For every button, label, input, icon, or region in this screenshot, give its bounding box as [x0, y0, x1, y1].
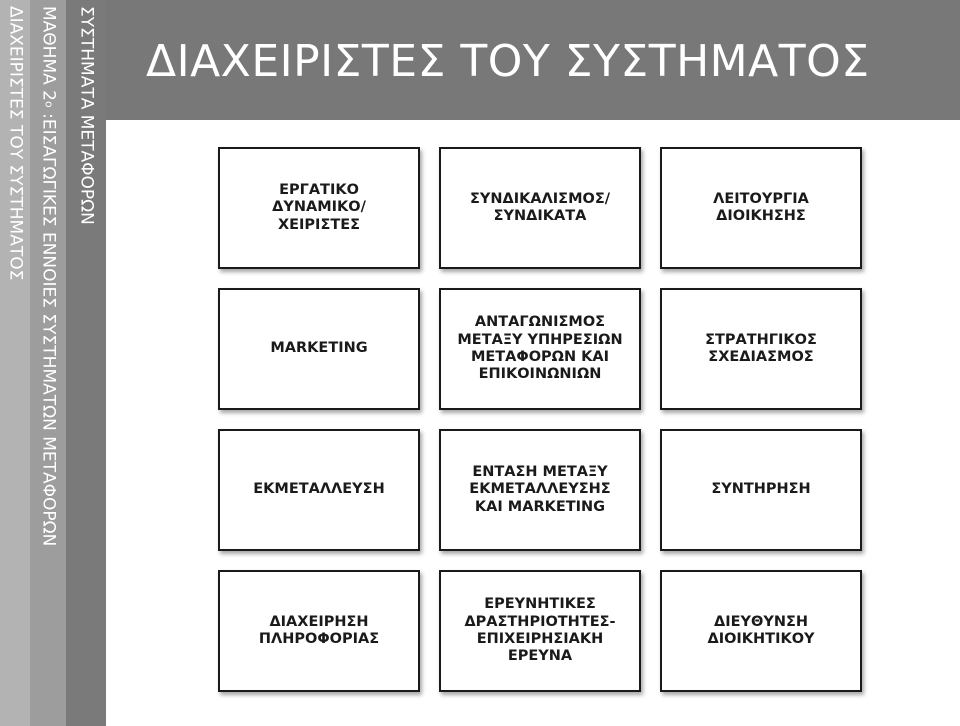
- grid-box-label: MARKETING: [270, 340, 368, 357]
- slide-header: [106, 0, 960, 120]
- sidebar-lesson-text: [40, 6, 57, 546]
- managers-grid: [218, 147, 862, 692]
- grid-box-label: ΣΤΡΑΤΗΓΙΚΟΣ ΣΧΕΔΙΑΣΜΟΣ: [705, 331, 817, 365]
- grid-box: [439, 429, 641, 551]
- grid-box-label: ΛΕΙΤΟΥΡΓΙΑ ΔΙΟΙΚΗΣΗΣ: [713, 190, 809, 224]
- grid-box-label: ΑΝΤΑΓΩΝΙΣΜΟΣ ΜΕΤΑΞΥ ΥΠΗΡΕΣΙΩΝ ΜΕΤΑΦΟΡΩΝ ΚΑΙ ΕΠΙΚΟΙΝΩΝΙΩΝ: [457, 314, 623, 383]
- sidebar-stripe-lecture-topic: [0, 0, 30, 726]
- sidebar-lesson-prefix: ΜΑΘΗΜΑ 2: [38, 6, 59, 101]
- grid-box: [660, 429, 862, 551]
- grid-box-label: ΕΡΕΥΝΗΤΙΚΕΣ ΔΡΑΣΤΗΡΙΟΤΗΤΕΣ- ΕΠΙΧΕΙΡΗΣΙΑΚΗ ΕΡΕΥΝΑ: [464, 596, 616, 665]
- grid-box: [218, 288, 420, 410]
- grid-box-label: ΕΡΓΑΤΙΚΟ ΔΥΝΑΜΙΚΟ/ ΧΕΙΡΙΣΤΕΣ: [272, 181, 366, 233]
- grid-box: [439, 147, 641, 269]
- grid-box: [439, 570, 641, 692]
- grid-box: [660, 147, 862, 269]
- grid-box: [660, 570, 862, 692]
- grid-box-label: ΕΝΤΑΣΗ ΜΕΤΑΞΥ ΕΚΜΕΤΑΛΛΕΥΣΗΣ ΚΑΙ MARKETING: [469, 463, 611, 515]
- sidebar-lesson-superscript: ο: [42, 100, 56, 108]
- grid-box-label: ΣΥΝΔΙΚΑΛΙΣΜΟΣ/ ΣΥΝΔΙΚΑΤΑ: [469, 190, 611, 224]
- sidebar-stripe-lesson: [30, 0, 66, 726]
- grid-box: [439, 288, 641, 410]
- grid-box: [218, 429, 420, 551]
- sidebar-stripe-course: [66, 0, 106, 726]
- grid-box-label: ΔΙΕΥΘΥΝΣΗ ΔΙΟΙΚΗΤΙΚΟΥ: [707, 613, 815, 647]
- sidebar-lesson-suffix: :ΕΙΣΑΓΩΓΙΚΕΣ ΕΝΝΟΙΕΣ ΣΥΣΤΗΜΑΤΩΝ ΜΕΤΑΦΟΡΩΝ: [38, 107, 59, 547]
- grid-box: [218, 147, 420, 269]
- sidebar-lecture-topic-text: ΔΙΑΧΕΙΡΙΣΤΕΣ ΤΟΥ ΣΥΣΤΗΜΑΤΟΣ: [5, 6, 26, 281]
- grid-box: [660, 288, 862, 410]
- slide-title: ΔΙΑΧΕΙΡΙΣΤΕΣ ΤΟΥ ΣΥΣΤΗΜΑΤΟΣ: [146, 36, 870, 87]
- grid-box-label: ΔΙΑΧΕΙΡΗΣΗ ΠΛΗΡΟΦΟΡΙΑΣ: [258, 613, 380, 647]
- grid-box-label: ΕΚΜΕΤΑΛΛΕΥΣΗ: [253, 481, 385, 498]
- grid-box-label: ΣΥΝΤΗΡΗΣΗ: [711, 481, 811, 498]
- sidebar-course-text: ΣΥΣΤΗΜΑΤΑ ΜΕΤΑΦΟΡΩΝ: [76, 6, 97, 225]
- grid-box: [218, 570, 420, 692]
